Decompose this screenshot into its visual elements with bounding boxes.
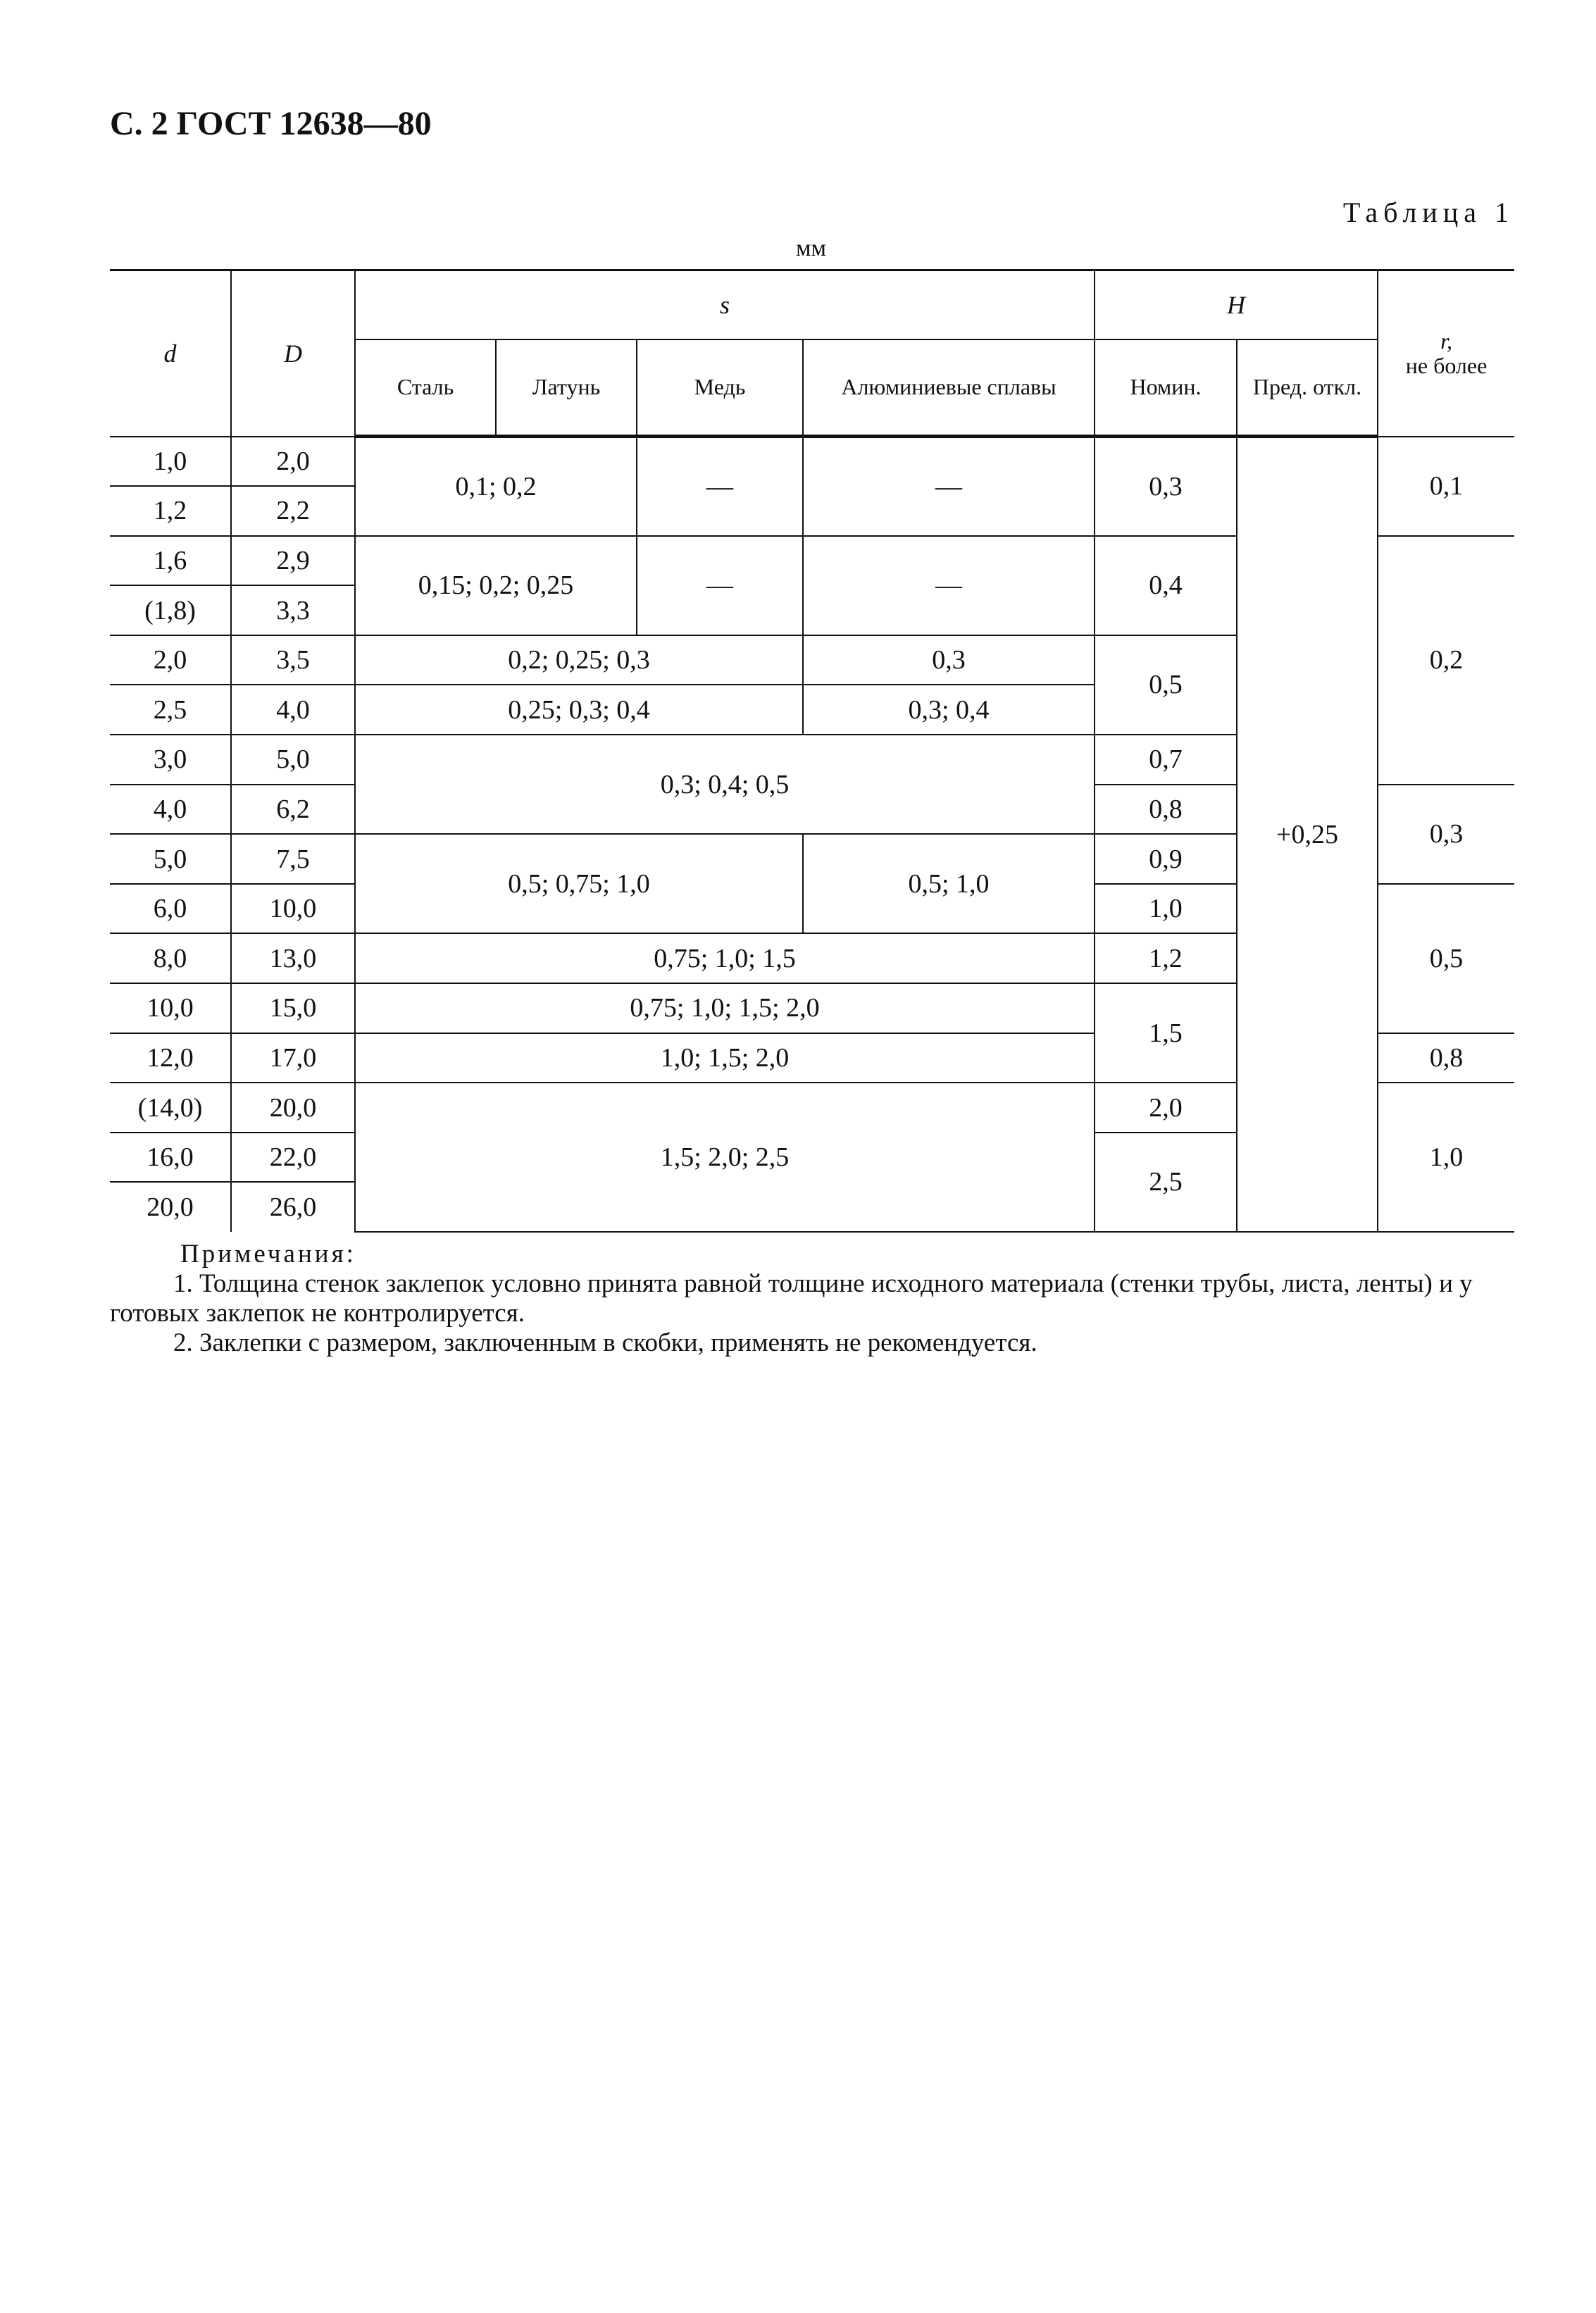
cell-r: 0,1 bbox=[1378, 437, 1514, 536]
header-nominal: Номин. bbox=[1095, 339, 1237, 437]
cell-s: 1,5; 2,0; 2,5 bbox=[355, 1083, 1095, 1232]
cell-d: 16,0 bbox=[110, 1133, 231, 1183]
cell-d: (14,0) bbox=[110, 1083, 231, 1133]
cell-d: 8,0 bbox=[110, 933, 231, 983]
units-label: мм bbox=[796, 235, 827, 261]
cell-D: 26,0 bbox=[231, 1182, 355, 1232]
cell-r: 0,8 bbox=[1378, 1033, 1514, 1083]
cell-s: 0,5; 0,75; 1,0 bbox=[355, 834, 803, 933]
cell-D: 20,0 bbox=[231, 1083, 355, 1133]
cell-D: 2,9 bbox=[231, 536, 355, 586]
cell-s: — bbox=[803, 536, 1095, 635]
cell-D: 6,2 bbox=[231, 785, 355, 835]
cell-H-nominal: 1,5 bbox=[1095, 983, 1237, 1083]
cell-s: — bbox=[637, 437, 803, 536]
cell-H-nominal: 0,9 bbox=[1095, 834, 1237, 884]
header-brass: Латунь bbox=[496, 339, 637, 437]
cell-s: 0,3; 0,4; 0,5 bbox=[355, 735, 1095, 834]
cell-r: 1,0 bbox=[1378, 1083, 1514, 1232]
cell-d: 10,0 bbox=[110, 983, 231, 1033]
cell-H-nominal: 1,0 bbox=[1095, 884, 1237, 934]
page-header: С. 2 ГОСТ 12638—80 bbox=[110, 105, 432, 142]
cell-D: 7,5 bbox=[231, 834, 355, 884]
cell-s: 0,5; 1,0 bbox=[803, 834, 1095, 933]
cell-H-nominal: 1,2 bbox=[1095, 933, 1237, 983]
cell-D: 13,0 bbox=[231, 933, 355, 983]
cell-d: 20,0 bbox=[110, 1182, 231, 1232]
cell-s: 0,3; 0,4 bbox=[803, 685, 1095, 735]
cell-s: 0,3 bbox=[803, 635, 1095, 685]
cell-s: 0,1; 0,2 bbox=[355, 437, 637, 536]
cell-H-nominal: 2,0 bbox=[1095, 1083, 1237, 1133]
cell-H-nominal: 0,8 bbox=[1095, 785, 1237, 835]
cell-H-nominal: 0,4 bbox=[1095, 536, 1237, 635]
cell-s: 0,75; 1,0; 1,5; 2,0 bbox=[355, 983, 1095, 1033]
cell-r: 0,5 bbox=[1378, 884, 1514, 1033]
cell-D: 2,0 bbox=[231, 437, 355, 487]
cell-H-tolerance: +0,25 bbox=[1237, 437, 1378, 1233]
cell-D: 3,3 bbox=[231, 585, 355, 635]
cell-H-nominal: 0,5 bbox=[1095, 635, 1237, 735]
header-H: H bbox=[1095, 270, 1378, 340]
note-item-2: 2. Заклепки с размером, заключенным в скобки, применять не рекомендуется. bbox=[173, 1328, 1037, 1357]
cell-d: 6,0 bbox=[110, 884, 231, 934]
cell-s: — bbox=[637, 536, 803, 635]
header-steel: Сталь bbox=[355, 339, 496, 437]
cell-s: 0,75; 1,0; 1,5 bbox=[355, 933, 1095, 983]
cell-r: 0,2 bbox=[1378, 536, 1514, 785]
header-r-note: не более bbox=[1405, 352, 1488, 378]
cell-d: 2,5 bbox=[110, 685, 231, 735]
header-aluminium: Алюминиевые сплавы bbox=[803, 339, 1095, 437]
table-row bbox=[110, 437, 1514, 487]
cell-s: 0,2; 0,25; 0,3 bbox=[355, 635, 803, 685]
header-d: d bbox=[110, 270, 231, 437]
cell-d: 4,0 bbox=[110, 785, 231, 835]
cell-s: 1,0; 1,5; 2,0 bbox=[355, 1033, 1095, 1083]
cell-D: 5,0 bbox=[231, 735, 355, 785]
cell-D: 3,5 bbox=[231, 635, 355, 685]
cell-H-nominal: 0,3 bbox=[1095, 437, 1237, 536]
cell-d: 1,2 bbox=[110, 486, 231, 536]
cell-s: 0,15; 0,2; 0,25 bbox=[355, 536, 637, 635]
cell-D: 17,0 bbox=[231, 1033, 355, 1083]
cell-H-nominal: 2,5 bbox=[1095, 1133, 1237, 1232]
header-s: s bbox=[355, 270, 1095, 340]
cell-D: 15,0 bbox=[231, 983, 355, 1033]
notes-heading: Примечания: bbox=[180, 1240, 356, 1268]
cell-d: 3,0 bbox=[110, 735, 231, 785]
cell-r: 0,3 bbox=[1378, 785, 1514, 884]
cell-d: 12,0 bbox=[110, 1033, 231, 1083]
cell-s: — bbox=[803, 437, 1095, 536]
cell-s: 0,25; 0,3; 0,4 bbox=[355, 685, 803, 735]
cell-d: 1,0 bbox=[110, 437, 231, 487]
header-copper: Медь bbox=[637, 339, 803, 437]
cell-D: 10,0 bbox=[231, 884, 355, 934]
cell-d: 2,0 bbox=[110, 635, 231, 685]
cell-D: 4,0 bbox=[231, 685, 355, 735]
rivet-dimensions-table bbox=[110, 269, 1514, 1233]
table-title: Таблица 1 bbox=[1342, 197, 1514, 228]
header-tolerance: Пред. откл. bbox=[1237, 339, 1378, 437]
header-r-symbol: r, bbox=[1440, 328, 1452, 354]
note-item-1: 1. Толщина стенок заклепок условно принята равной толщине исходного материала (стенки трубы, листа, ленты) и у готовых заклепок не контролируется. bbox=[110, 1269, 1473, 1328]
cell-H-nominal: 0,7 bbox=[1095, 735, 1237, 785]
cell-d: (1,8) bbox=[110, 585, 231, 635]
cell-D: 22,0 bbox=[231, 1133, 355, 1183]
cell-D: 2,2 bbox=[231, 486, 355, 536]
cell-d: 1,6 bbox=[110, 536, 231, 586]
header-D: D bbox=[231, 270, 355, 437]
cell-d: 5,0 bbox=[110, 834, 231, 884]
header-r bbox=[1378, 270, 1514, 437]
notes bbox=[110, 1240, 1514, 1358]
